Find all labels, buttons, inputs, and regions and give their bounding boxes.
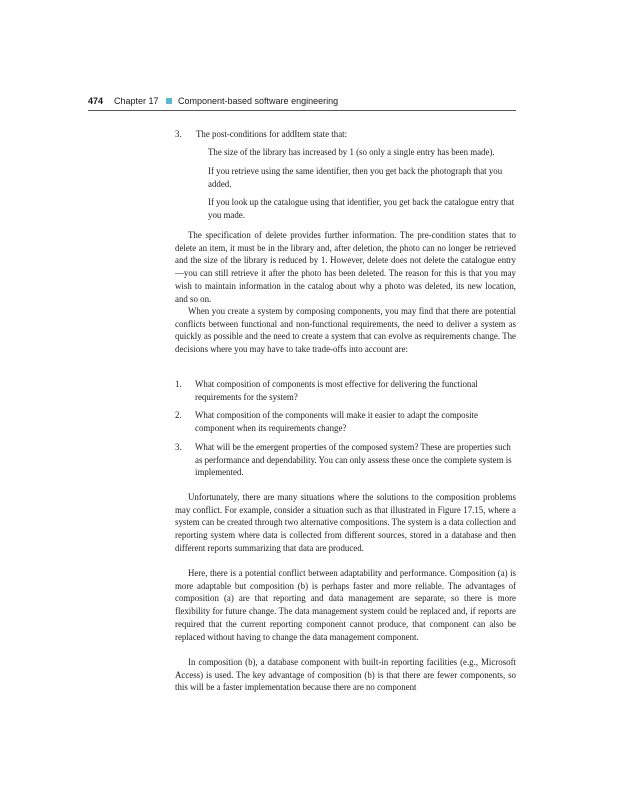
question-number: 3. bbox=[175, 442, 182, 452]
chapter-title: Component-based software engineering bbox=[178, 96, 339, 106]
paragraph: When you create a system by composing components, you may find that there are potential conflicts between functional and non-functional requirements, the need to deliver a system as quickly as possible and the need to create a system that can evolve as requirements change. The decisions where you may have to take trade-offs into account are: bbox=[175, 306, 516, 355]
question-text: What will be the emergent properties of the composed system? These are properties such as performance and dependability. You can only assess these once the complete system is implemented. bbox=[195, 442, 512, 478]
postcondition-item: If you look up the catalogue using that identifier, you get back the catalogue entry that you made. bbox=[208, 197, 515, 220]
postcondition-item: The size of the library has increased by 1 (so only a single entry has been made). bbox=[208, 147, 495, 157]
question-text: What composition of components is most effective for delivering the functional requirements for the system? bbox=[195, 379, 478, 402]
running-header bbox=[88, 96, 516, 110]
list-number: 3. bbox=[175, 129, 182, 139]
header-square-icon bbox=[166, 98, 172, 104]
page-number: 474 bbox=[88, 96, 104, 106]
question-number: 2. bbox=[175, 410, 182, 420]
postconditions-intro: The post-conditions for addItem state that: bbox=[196, 129, 348, 139]
question-number: 1. bbox=[175, 379, 182, 389]
question-text: What composition of the components will make it easier to adapt the composite component when its requirements change? bbox=[195, 410, 478, 433]
postcondition-item: If you retrieve using the same identifier, then you get back the photograph that you added. bbox=[208, 166, 503, 189]
paragraph: The specification of delete provides further information. The pre-condition states that to delete an item, it must be in the library and, after deletion, the photo can no longer be retrieved and the size of the library is reduced by 1. However, delete does not delete the catalogue entry—you can still retrieve it after the photo has been deleted. The reason for this is that you may wish to maintain information in the catalog about why a photo was deleted, its new location, and so on. bbox=[175, 230, 516, 304]
paragraph: In composition (b), a database component with built-in reporting facilities (e.g., Microsoft Access) is used. The key advantage of composition (b) is that there are fewer components, so this will be a faster implementation because there are no component bbox=[175, 657, 516, 693]
header-rule bbox=[88, 110, 516, 111]
paragraph: Here, there is a potential conflict between adaptability and performance. Composition (a) is more adaptable but composition (b) is perhaps faster and more reliable. The advantages of composition (a) are that reporting and data management are separate, so there is more flexibility for future change. The data management system could be replaced and, if reports are required that the current reporting component cannot produce, that component can also be replaced without having to change the data management component. bbox=[175, 568, 516, 642]
chapter-label: Chapter 17 bbox=[114, 96, 159, 106]
paragraph: Unfortunately, there are many situations where the solutions to the composition problems may conflict. For example, consider a situation such as that illustrated in Figure 17.15, where a system can be created through two alternative compositions. The system is a data collection and reporting system where data is collected from different sources, stored in a database and then different reports summarizing that data are produced. bbox=[175, 492, 516, 553]
